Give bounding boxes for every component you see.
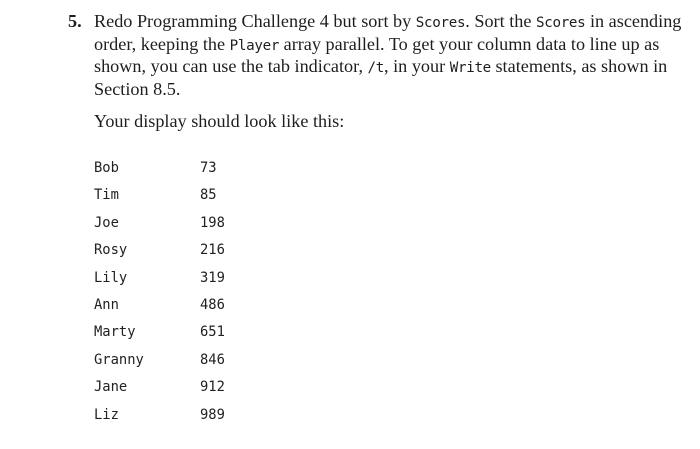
- player-score: 486: [200, 296, 225, 313]
- exercise-text: [94, 11, 696, 99]
- player-name: Rosy: [94, 242, 128, 259]
- player-name: Marty: [94, 324, 136, 341]
- player-name: Tim: [94, 187, 119, 204]
- player-name: Bob: [94, 160, 119, 176]
- player-name: Granny: [94, 351, 144, 368]
- exercise-text-segment: array parallel. To get your column data to line up as shown, you can use the tab indicator,: [94, 33, 660, 76]
- player-score: 912: [200, 379, 225, 396]
- exercise-text-segment: , in your: [384, 56, 450, 76]
- exercise-5: [68, 11, 696, 99]
- exercise-text-segment: in ascending order, keeping the: [94, 11, 682, 54]
- player-name: Joe: [94, 214, 119, 231]
- exercise-number: 5.: [68, 11, 82, 31]
- code-term-write: Write: [449, 60, 491, 76]
- exercise-text-segment: . Sort the: [465, 11, 536, 31]
- display-intro: Your display should look like this:: [94, 111, 345, 131]
- player-name: Ann: [94, 296, 119, 313]
- exercise-text-segment: statements, as shown in Section 8.5.: [94, 56, 668, 99]
- player-score: 846: [200, 351, 225, 368]
- player-score: 198: [200, 214, 225, 231]
- player-score: 73: [200, 160, 217, 176]
- player-score: 319: [200, 269, 225, 286]
- player-name: Jane: [94, 379, 128, 396]
- player-score: 85: [200, 187, 217, 204]
- player-name: Liz: [94, 406, 119, 423]
- code-term-scores: Scores: [535, 15, 586, 31]
- exercise-text-segment: Redo Programming Challenge 4 but sort by: [94, 11, 416, 31]
- player-score: 989: [200, 406, 225, 423]
- code-term-tab: /t: [367, 60, 385, 76]
- code-term-scores: Scores: [415, 15, 466, 31]
- player-name: Lily: [94, 269, 128, 286]
- player-score: 216: [200, 242, 225, 259]
- code-term-player: Player: [229, 37, 280, 54]
- player-score: 651: [200, 324, 225, 341]
